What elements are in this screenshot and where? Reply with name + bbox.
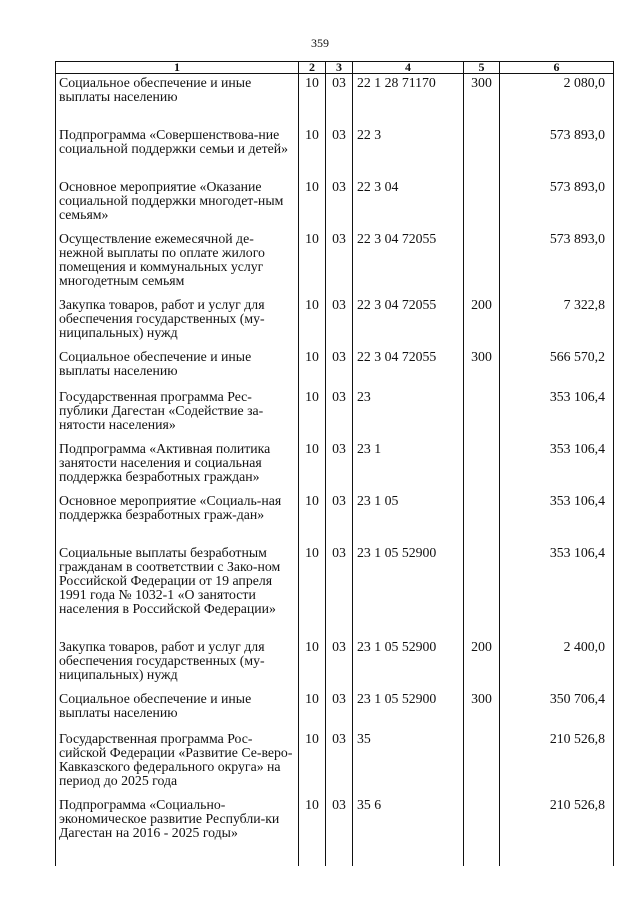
table-row bbox=[56, 690, 614, 730]
row-name: Социальное обеспечение и иные выплаты населению bbox=[56, 690, 299, 730]
row-amount: 210 526,8 bbox=[500, 730, 614, 796]
row-section: 10 bbox=[299, 74, 326, 126]
column-header: 4 bbox=[353, 62, 464, 74]
table-row bbox=[56, 492, 614, 544]
table-row bbox=[56, 796, 614, 866]
row-section: 10 bbox=[299, 388, 326, 440]
table-row bbox=[56, 440, 614, 492]
row-expense-type bbox=[464, 544, 500, 638]
row-name: Осуществление ежемесячной де-нежной выплаты по оплате жилого помещения и коммунальных услуг многодетным семьям bbox=[56, 230, 299, 296]
row-expense-type bbox=[464, 230, 500, 296]
row-name: Подпрограмма «Совершенствова-ние социальной поддержки семьи и детей» bbox=[56, 126, 299, 178]
row-section: 10 bbox=[299, 230, 326, 296]
row-section: 10 bbox=[299, 638, 326, 690]
row-target-article: 35 bbox=[353, 730, 464, 796]
row-subsection: 03 bbox=[326, 440, 353, 492]
row-section: 10 bbox=[299, 440, 326, 492]
row-name: Социальное обеспечение и иные выплаты населению bbox=[56, 348, 299, 388]
row-section: 10 bbox=[299, 730, 326, 796]
row-name: Подпрограмма «Активная политика занятости населения и социальная поддержка безработных граждан» bbox=[56, 440, 299, 492]
column-header: 1 bbox=[56, 62, 299, 74]
row-name: Основное мероприятие «Оказание социальной поддержки многодет-ным семьям» bbox=[56, 178, 299, 230]
row-subsection: 03 bbox=[326, 74, 353, 126]
row-expense-type: 300 bbox=[464, 690, 500, 730]
row-target-article: 22 3 04 72055 bbox=[353, 230, 464, 296]
row-expense-type bbox=[464, 492, 500, 544]
row-section: 10 bbox=[299, 348, 326, 388]
table-row bbox=[56, 348, 614, 388]
row-section: 10 bbox=[299, 796, 326, 866]
row-name: Государственная программа Рос-сийской Федерации «Развитие Се-веро-Кавказского федерального округа» на период до 2025 года bbox=[56, 730, 299, 796]
row-target-article: 35 6 bbox=[353, 796, 464, 866]
row-subsection: 03 bbox=[326, 126, 353, 178]
row-amount: 350 706,4 bbox=[500, 690, 614, 730]
table-row bbox=[56, 638, 614, 690]
column-header: 3 bbox=[326, 62, 353, 74]
row-expense-type: 300 bbox=[464, 74, 500, 126]
table-row bbox=[56, 296, 614, 348]
table-row bbox=[56, 544, 614, 638]
row-name: Социальные выплаты безработным гражданам в соответствии с Зако-ном Российской Федерации от 19 апреля 1991 года № 1032-1 «О занятости населения в Российской Федерации» bbox=[56, 544, 299, 638]
row-target-article: 22 3 04 bbox=[353, 178, 464, 230]
row-section: 10 bbox=[299, 178, 326, 230]
row-target-article: 23 1 05 52900 bbox=[353, 638, 464, 690]
row-expense-type: 200 bbox=[464, 638, 500, 690]
row-amount: 353 106,4 bbox=[500, 544, 614, 638]
row-target-article: 23 1 05 bbox=[353, 492, 464, 544]
row-amount: 573 893,0 bbox=[500, 230, 614, 296]
row-name: Социальное обеспечение и иные выплаты населению bbox=[56, 74, 299, 126]
row-name: Подпрограмма «Социально-экономическое развитие Республи-ки Дагестан на 2016 - 2025 годы» bbox=[56, 796, 299, 866]
row-section: 10 bbox=[299, 492, 326, 544]
row-amount: 2 400,0 bbox=[500, 638, 614, 690]
row-name: Государственная программа Рес-публики Дагестан «Содействие за-нятости населения» bbox=[56, 388, 299, 440]
row-expense-type bbox=[464, 178, 500, 230]
row-amount: 573 893,0 bbox=[500, 126, 614, 178]
row-amount: 573 893,0 bbox=[500, 178, 614, 230]
row-section: 10 bbox=[299, 126, 326, 178]
row-section: 10 bbox=[299, 296, 326, 348]
row-subsection: 03 bbox=[326, 544, 353, 638]
column-header: 5 bbox=[464, 62, 500, 74]
page-number: 359 bbox=[311, 36, 329, 50]
row-expense-type bbox=[464, 730, 500, 796]
row-amount: 210 526,8 bbox=[500, 796, 614, 866]
row-expense-type: 200 bbox=[464, 296, 500, 348]
row-expense-type bbox=[464, 440, 500, 492]
row-target-article: 23 bbox=[353, 388, 464, 440]
row-target-article: 23 1 05 52900 bbox=[353, 690, 464, 730]
table-row bbox=[56, 126, 614, 178]
row-name: Основное мероприятие «Социаль-ная поддержка безработных граж-дан» bbox=[56, 492, 299, 544]
budget-table bbox=[55, 61, 614, 866]
row-subsection: 03 bbox=[326, 388, 353, 440]
row-subsection: 03 bbox=[326, 296, 353, 348]
row-target-article: 23 1 05 52900 bbox=[353, 544, 464, 638]
row-subsection: 03 bbox=[326, 796, 353, 866]
column-header: 6 bbox=[500, 62, 614, 74]
column-header: 2 bbox=[299, 62, 326, 74]
row-section: 10 bbox=[299, 544, 326, 638]
table-row bbox=[56, 178, 614, 230]
table-row bbox=[56, 230, 614, 296]
table-row bbox=[56, 730, 614, 796]
row-expense-type bbox=[464, 796, 500, 866]
row-amount: 7 322,8 bbox=[500, 296, 614, 348]
row-target-article: 22 3 04 72055 bbox=[353, 348, 464, 388]
row-subsection: 03 bbox=[326, 730, 353, 796]
table-header-row bbox=[56, 62, 614, 74]
row-target-article: 22 1 28 71170 bbox=[353, 74, 464, 126]
row-subsection: 03 bbox=[326, 690, 353, 730]
row-amount: 566 570,2 bbox=[500, 348, 614, 388]
row-amount: 2 080,0 bbox=[500, 74, 614, 126]
row-name: Закупка товаров, работ и услуг для обеспечения государственных (му-ниципальных) нужд bbox=[56, 638, 299, 690]
row-section: 10 bbox=[299, 690, 326, 730]
row-expense-type bbox=[464, 126, 500, 178]
row-subsection: 03 bbox=[326, 348, 353, 388]
row-subsection: 03 bbox=[326, 638, 353, 690]
row-expense-type: 300 bbox=[464, 348, 500, 388]
row-subsection: 03 bbox=[326, 230, 353, 296]
row-subsection: 03 bbox=[326, 492, 353, 544]
row-amount: 353 106,4 bbox=[500, 388, 614, 440]
table-row bbox=[56, 388, 614, 440]
table-row bbox=[56, 74, 614, 126]
row-amount: 353 106,4 bbox=[500, 492, 614, 544]
row-target-article: 23 1 bbox=[353, 440, 464, 492]
row-subsection: 03 bbox=[326, 178, 353, 230]
row-amount: 353 106,4 bbox=[500, 440, 614, 492]
row-expense-type bbox=[464, 388, 500, 440]
row-target-article: 22 3 04 72055 bbox=[353, 296, 464, 348]
row-target-article: 22 3 bbox=[353, 126, 464, 178]
row-name: Закупка товаров, работ и услуг для обеспечения государственных (му-ниципальных) нужд bbox=[56, 296, 299, 348]
